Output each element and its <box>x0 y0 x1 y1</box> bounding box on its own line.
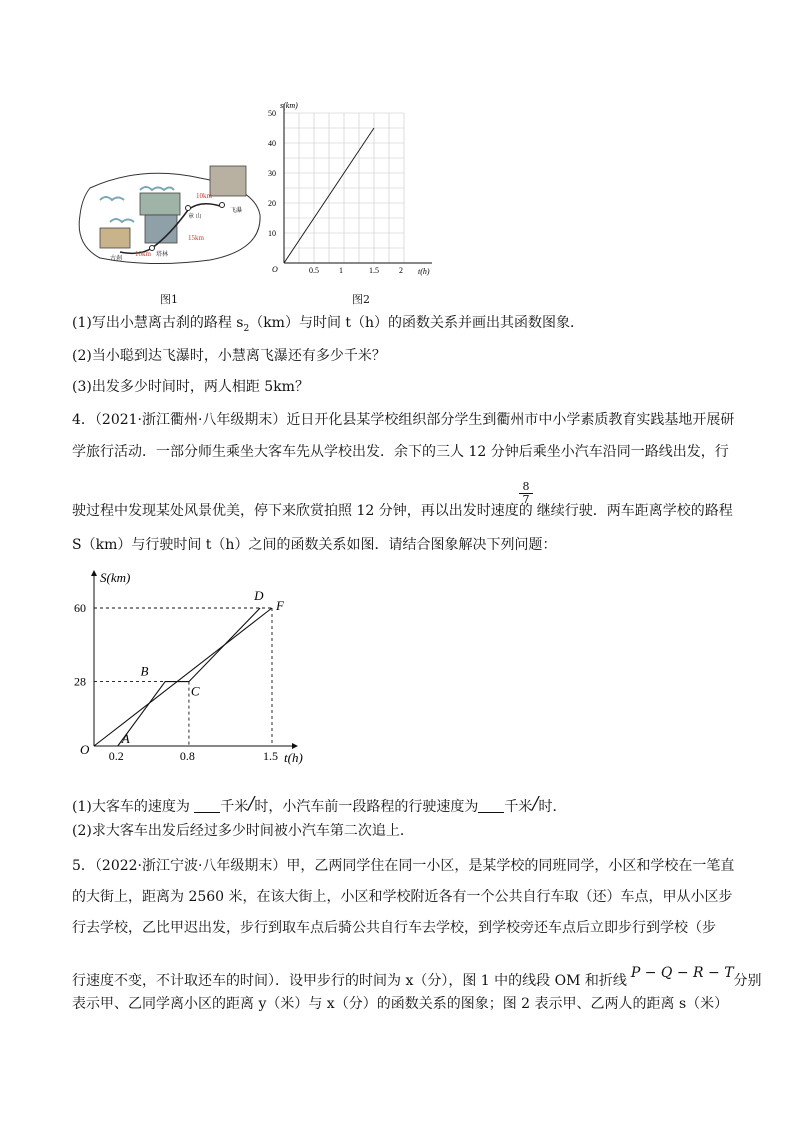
q4-point-A: A <box>121 731 130 746</box>
figure2-origin: O <box>272 265 278 274</box>
q5-line1: 5．（2022·浙江宁波·八年级期末）甲，乙两同学住在同一小区，是某学校的同班同学，小区和学校在一笔直 <box>72 858 735 874</box>
map-label-10km-top: 10km <box>196 192 212 200</box>
q4-graph <box>72 566 312 766</box>
q4-line3-rest: 继续行驶．两车距离学校的路程 <box>536 503 733 519</box>
q4-sub1-blank1[interactable] <box>194 798 220 813</box>
figure2-xlabel: t(h) <box>418 267 430 276</box>
map-label-feipu: 飞瀑 <box>230 208 243 214</box>
q4-sub1-b: 千米 <box>220 799 249 815</box>
figure1-caption: 图1 <box>160 293 178 306</box>
q3-part1-rest: （km）与时间 t（h）的函数关系并画出其函数图象． <box>249 315 585 331</box>
figure2-xtick: 1.5 <box>369 266 379 275</box>
q4-point-D: D <box>254 588 264 603</box>
figure2-ytick: 30 <box>268 169 276 178</box>
map-label-zhang: 章 山 <box>188 214 202 220</box>
q4-point-B: B <box>140 663 149 679</box>
q3-part1-sub: 2 <box>243 323 250 334</box>
q4-series-1 <box>94 608 272 746</box>
figure2-chart <box>262 96 442 286</box>
q4-xtick: 1.5 <box>263 749 278 763</box>
q4-frac-num: 8 <box>519 481 533 494</box>
figure2-ytick: 20 <box>268 199 276 208</box>
q4-line3-text: 驶过程中发现某处风景优美，停下来欣赏拍照 12 分钟，再以出发时速度的 <box>72 503 533 519</box>
map-label-10km-bottom: 10km <box>135 250 151 258</box>
q4-ytick: 28 <box>74 674 86 689</box>
q3-part1-text: (1)写出小慧离古刹的路程 s <box>72 315 244 331</box>
q4-line4: S（km）与行驶时间 t（h）之间的函数关系如图．请结合图象解决下列问题： <box>72 537 557 553</box>
q4-frac-den: 7 <box>522 493 530 506</box>
q4-line1: 4．（2021·浙江衢州·八年级期末）近日开化县某学校组织部分学生到衢州市中小学素质教育实践基地开展研 <box>72 412 735 428</box>
q5-line4-text: 行速度不变，不计取还车的时间）．设甲步行的时间为 x（分），图 1 中的线段 OM 和折线 <box>72 973 627 989</box>
q4-sub1-e: 时． <box>538 799 567 815</box>
figure2-ylabel: s(km) <box>280 101 298 110</box>
map-label-talin: 塔林 <box>156 252 169 258</box>
q3-part2: (2)当小聪到达飞瀑时，小慧离飞瀑还有多少千米？ <box>72 348 386 364</box>
figure2-ytick: 50 <box>268 109 276 118</box>
q4-sub1-blank2[interactable] <box>478 798 504 813</box>
q4-sub1-c: 时，小汽车前一段路程的行驶速度为 <box>254 799 479 815</box>
q4-point-F: F <box>276 598 284 613</box>
figure2-caption: 图2 <box>352 293 370 306</box>
q4-xtick: 0.8 <box>179 749 195 763</box>
q5-pqrt: P − Q − R − T <box>630 965 734 981</box>
q4-sub2: (2)求大客车出发后经过多少时间被小汽车第二次追上． <box>72 823 414 839</box>
q4-graph-xlabel: t(h) <box>284 750 303 765</box>
q4-sub1-d: 千米 <box>504 799 533 815</box>
q3-part3: (3)出发多少时间时，两人相距 5km？ <box>72 379 309 395</box>
q4-sub1: (1)大客车的速度为 千米/时，小汽车前一段路程的行驶速度为 千米/时． <box>72 793 567 815</box>
figure2-xtick: 2 <box>399 266 403 275</box>
q4-sub1-a: (1)大客车的速度为 <box>72 799 190 815</box>
q5-line2: 的大街上，距离为 2560 米，在该大街上，小区和学校附近各有一个公共自行车取（还）车点，甲从小区步 <box>72 889 733 905</box>
map-label-gucha: 古刹 <box>110 256 123 262</box>
map-label-15km: 15km <box>188 234 204 242</box>
figure2-ytick: 10 <box>268 229 276 238</box>
figure2-xtick: 1 <box>339 266 343 275</box>
q4-ytick: 60 <box>74 601 86 615</box>
q4-graph-ylabel: S(km) <box>100 570 131 585</box>
map-illustration <box>70 160 270 270</box>
q4-point-C: C <box>190 683 200 699</box>
q5-line4 <box>72 963 762 991</box>
figure2-ytick: 40 <box>268 139 276 148</box>
q5-line4-rest: 分别 <box>733 973 762 989</box>
q5-line5: 表示甲、乙同学离小区的距离 y（米）与 x（分）的函数关系的图象；图 2 表示甲、乙两人的距离 s（米） <box>72 996 729 1012</box>
q4-line2: 学旅行活动．一部分师生乘坐大客车先从学校出发．余下的三人 12 分钟后乘坐小汽车沿同一路线出发，行 <box>72 444 729 460</box>
q4-line3 <box>72 501 733 521</box>
q4-xtick: 0.2 <box>108 749 124 763</box>
q3-part1 <box>72 313 584 339</box>
q4-graph-origin: O <box>80 742 90 757</box>
figure1-map <box>70 160 270 270</box>
q5-line3: 行去学校，乙比甲迟出发，步行到取车点后骑公共自行车去学校，到学校旁还车点后立即步行到学校（步 <box>72 920 716 936</box>
figure2-xtick: 0.5 <box>309 266 319 275</box>
